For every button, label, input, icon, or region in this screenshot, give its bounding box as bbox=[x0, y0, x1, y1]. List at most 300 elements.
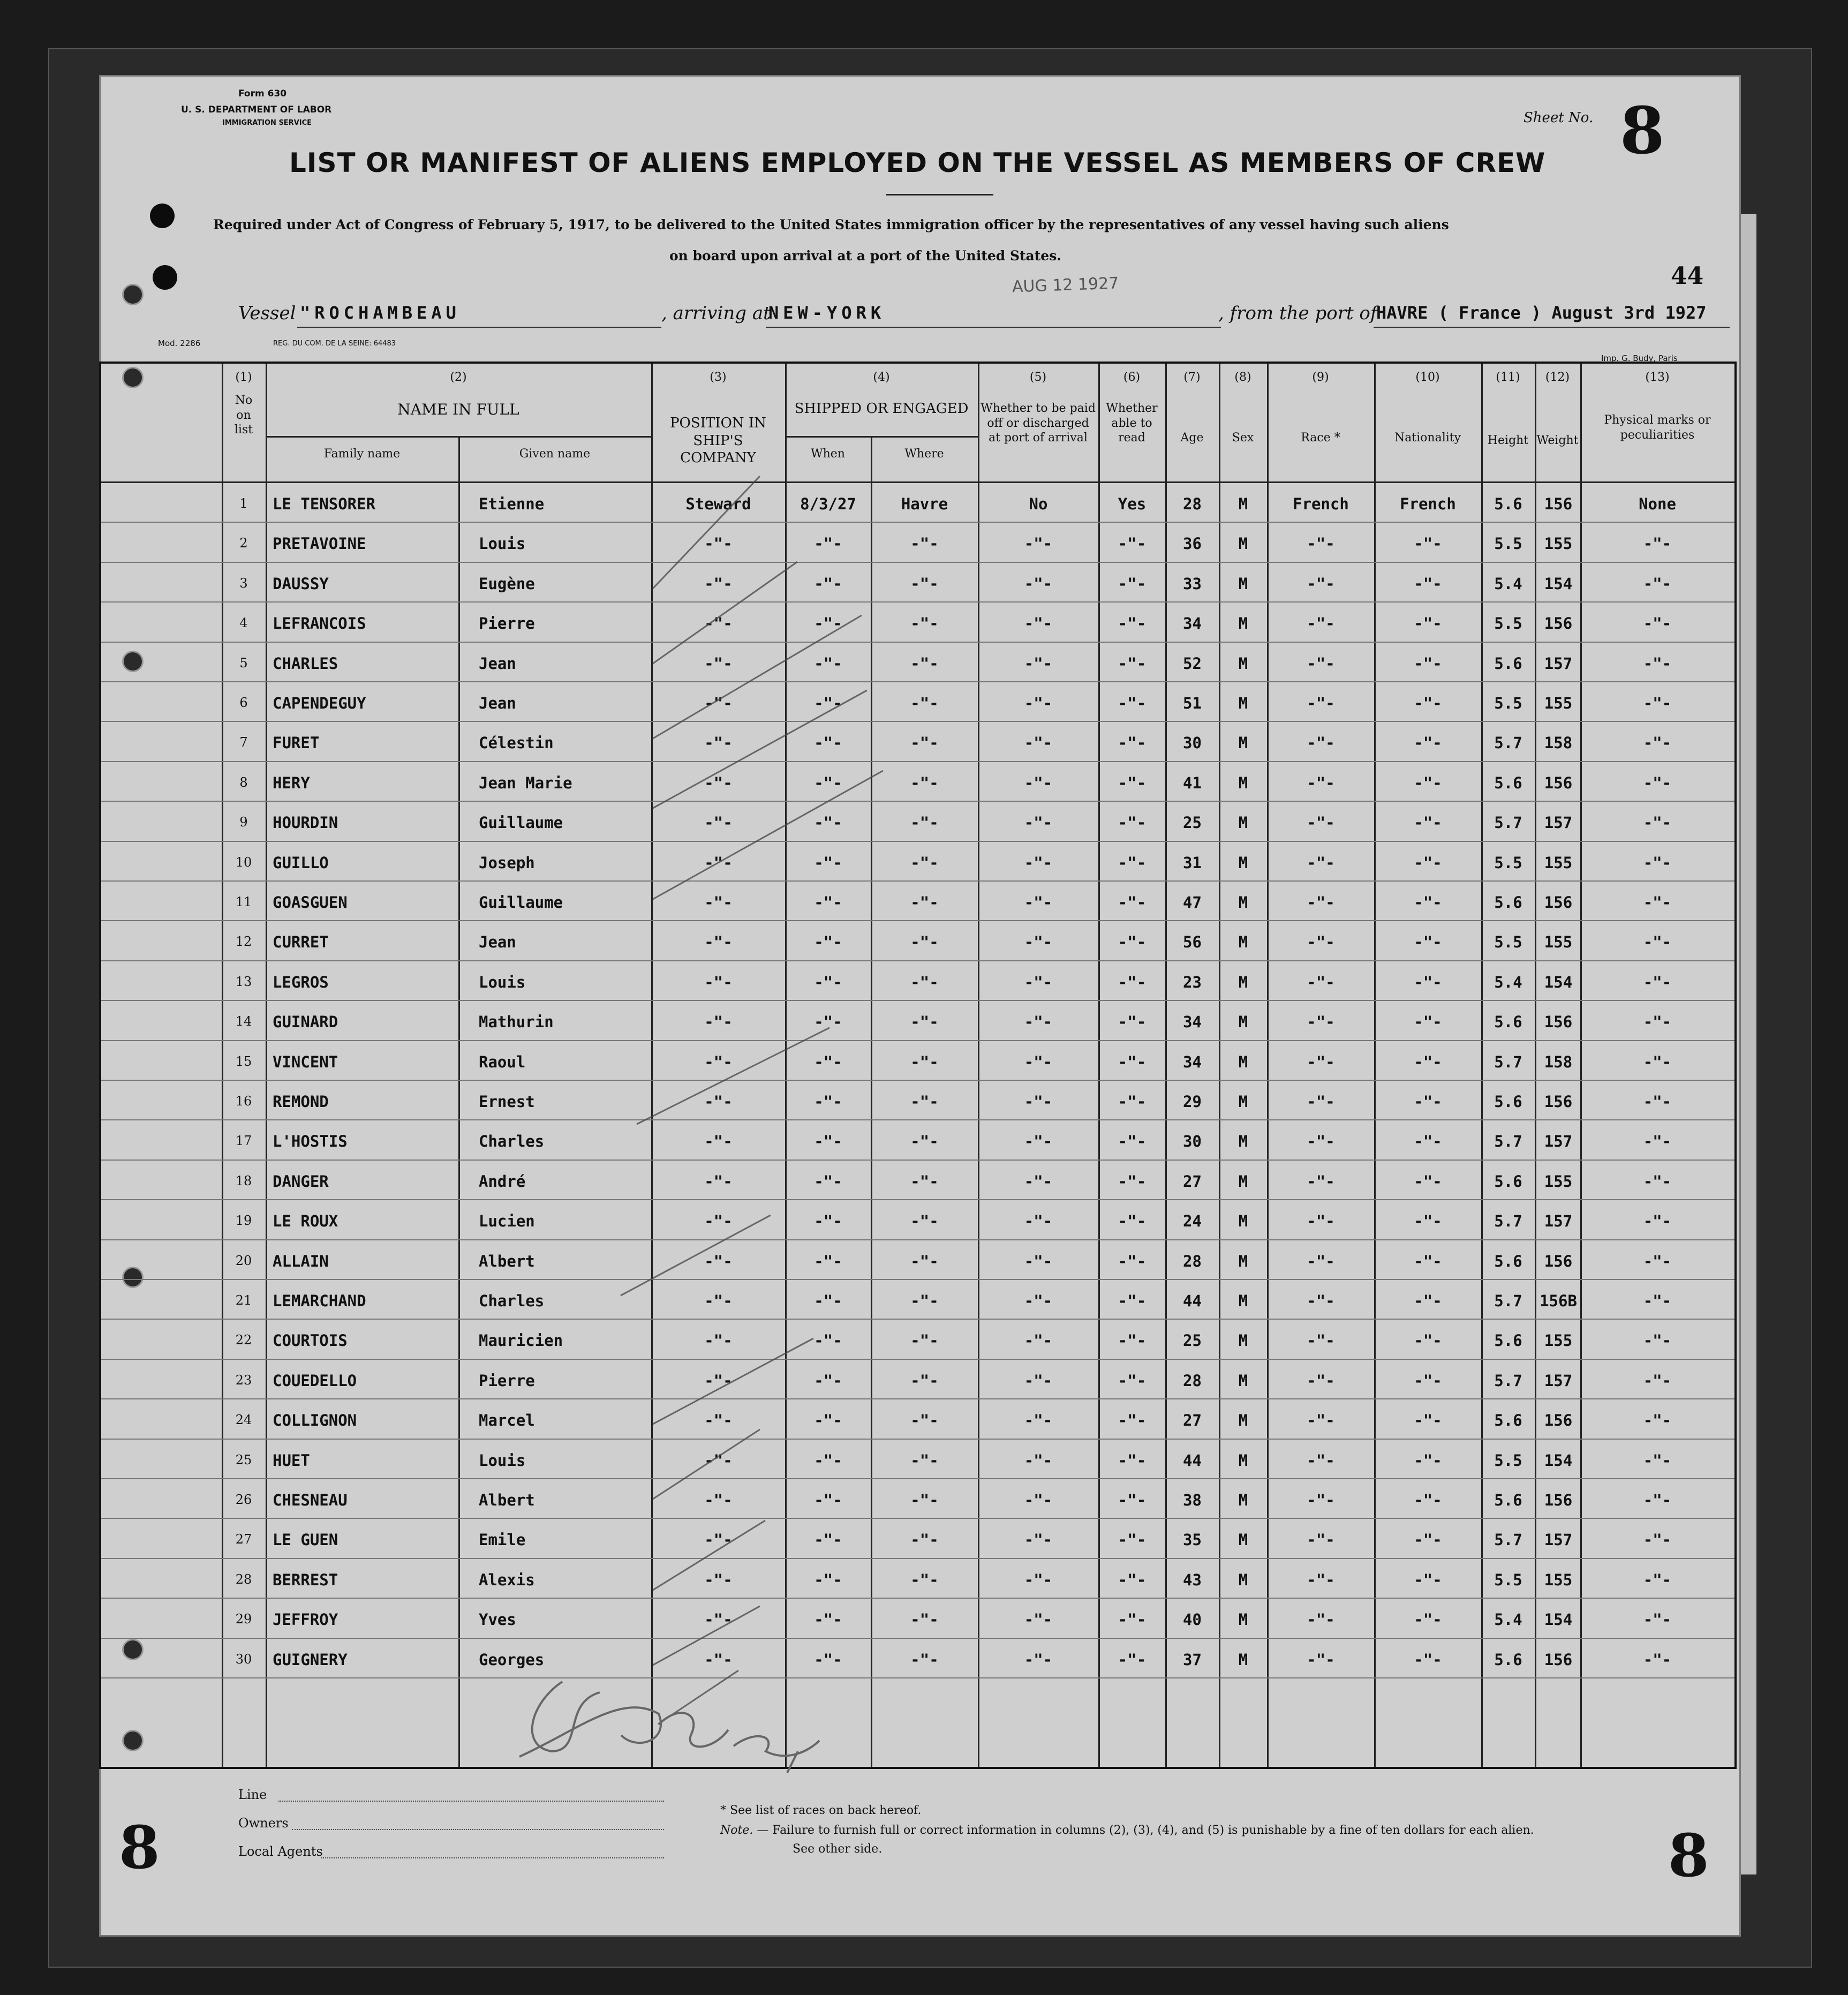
col-rule bbox=[266, 364, 267, 1767]
cell-height: 5.7 bbox=[1494, 734, 1522, 752]
col11-header: Height bbox=[1487, 434, 1529, 447]
cell-given: Eugène bbox=[479, 574, 535, 593]
cell-given: Pierre bbox=[479, 614, 535, 633]
cell-position: -"- bbox=[704, 973, 733, 991]
col13-number: (13) bbox=[1645, 371, 1670, 384]
cell-marks: -"- bbox=[1643, 973, 1672, 991]
cell-nationality: -"- bbox=[1414, 694, 1442, 712]
cell-given: Albert bbox=[479, 1491, 535, 1509]
cell-nationality: -"- bbox=[1414, 1531, 1442, 1549]
punch-hole bbox=[122, 284, 144, 305]
cell-where: -"- bbox=[910, 534, 939, 553]
cell-paid-off: -"- bbox=[1024, 973, 1053, 991]
col10-header: Nationality bbox=[1394, 431, 1461, 445]
vessel-underline bbox=[297, 327, 661, 328]
cell-sex: M bbox=[1238, 1093, 1248, 1111]
cell-given: Louis bbox=[479, 973, 526, 991]
cell-race: -"- bbox=[1307, 1052, 1335, 1071]
row-number: 23 bbox=[235, 1372, 252, 1388]
row-number: 24 bbox=[235, 1412, 252, 1428]
row-number: 25 bbox=[235, 1452, 252, 1467]
cell-given: Guillaume bbox=[479, 814, 563, 832]
cell-family: COLLIGNON bbox=[273, 1411, 357, 1430]
sheet-number-left: 8 bbox=[119, 1813, 160, 1882]
cell-read: -"- bbox=[1118, 1252, 1146, 1270]
cell-race: -"- bbox=[1307, 614, 1335, 633]
cell-weight: 156 bbox=[1544, 1491, 1573, 1509]
row-number: 4 bbox=[239, 615, 248, 631]
cell-nationality: -"- bbox=[1414, 1570, 1442, 1589]
cell-when: -"- bbox=[814, 1292, 842, 1310]
cell-age: 25 bbox=[1183, 1331, 1202, 1350]
cell-weight: 155 bbox=[1544, 694, 1573, 712]
cell-nationality: -"- bbox=[1414, 893, 1442, 912]
cell-where: -"- bbox=[910, 1371, 939, 1390]
cell-family: LE ROUX bbox=[273, 1212, 338, 1231]
cell-given: Alexis bbox=[479, 1570, 535, 1589]
cell-race: -"- bbox=[1307, 734, 1335, 752]
cell-age: 34 bbox=[1183, 1052, 1202, 1071]
col3-header: POSITION IN SHIP'S COMPANY bbox=[670, 415, 766, 466]
row-number: 28 bbox=[235, 1571, 252, 1587]
cell-nationality: -"- bbox=[1414, 933, 1442, 952]
row-rule bbox=[101, 1040, 1734, 1041]
cell-family: HOURDIN bbox=[273, 814, 338, 832]
col10-number: (10) bbox=[1415, 371, 1440, 384]
cell-when: -"- bbox=[814, 1411, 842, 1430]
cell-where: -"- bbox=[910, 694, 939, 712]
cell-height: 5.5 bbox=[1494, 534, 1522, 553]
cell-family: LEFRANCOIS bbox=[273, 614, 366, 633]
cell-sex: M bbox=[1238, 1570, 1248, 1589]
cell-given: Charles bbox=[479, 1292, 545, 1310]
cell-family: LE TENSORER bbox=[273, 495, 376, 513]
cell-read: -"- bbox=[1118, 1371, 1146, 1390]
cell-marks: -"- bbox=[1643, 1451, 1672, 1470]
row-rule bbox=[101, 1359, 1734, 1360]
cell-paid-off: -"- bbox=[1024, 1371, 1053, 1390]
cell-race: -"- bbox=[1307, 694, 1335, 712]
cell-marks: -"- bbox=[1643, 1331, 1672, 1350]
cell-height: 5.4 bbox=[1494, 1610, 1522, 1629]
cell-nationality: -"- bbox=[1414, 1331, 1442, 1350]
col-rule bbox=[458, 436, 460, 1767]
form-number: Form 630 bbox=[238, 88, 287, 99]
sheet-number: 8 bbox=[1620, 93, 1665, 169]
cell-paid-off: -"- bbox=[1024, 574, 1053, 593]
cell-when: -"- bbox=[814, 814, 842, 832]
col3-number: (3) bbox=[710, 371, 727, 384]
cell-read: -"- bbox=[1118, 1093, 1146, 1111]
cell-when: -"- bbox=[814, 933, 842, 952]
cell-nationality: -"- bbox=[1414, 574, 1442, 593]
row-number: 9 bbox=[239, 815, 248, 830]
local-agents-label: Local Agents bbox=[238, 1844, 323, 1859]
cell-given: Jean bbox=[479, 654, 516, 673]
cell-position: -"- bbox=[704, 534, 733, 553]
col5-number: (5) bbox=[1029, 371, 1047, 384]
cell-weight: 156 bbox=[1544, 1013, 1573, 1032]
cell-height: 5.6 bbox=[1494, 1411, 1522, 1430]
cell-height: 5.4 bbox=[1494, 973, 1522, 991]
cell-read: -"- bbox=[1118, 694, 1146, 712]
cell-height: 5.4 bbox=[1494, 574, 1522, 593]
row-number: 11 bbox=[235, 894, 252, 909]
cell-where: -"- bbox=[910, 1650, 939, 1669]
cell-marks: -"- bbox=[1643, 1132, 1672, 1151]
cell-paid-off: -"- bbox=[1024, 1411, 1053, 1430]
row-rule bbox=[101, 920, 1734, 921]
cell-age: 56 bbox=[1183, 933, 1202, 952]
cell-when: -"- bbox=[814, 1451, 842, 1470]
row-number: 17 bbox=[235, 1133, 252, 1149]
cell-position: -"- bbox=[704, 1371, 733, 1390]
cell-read: -"- bbox=[1118, 773, 1146, 792]
cell-when: -"- bbox=[814, 893, 842, 912]
cell-position: -"- bbox=[704, 773, 733, 792]
cell-sex: M bbox=[1238, 1212, 1248, 1231]
local-agents-field bbox=[321, 1857, 664, 1859]
row-number: 22 bbox=[235, 1332, 252, 1348]
cell-marks: -"- bbox=[1643, 534, 1672, 553]
line-field bbox=[278, 1801, 664, 1802]
cell-race: -"- bbox=[1307, 1252, 1335, 1270]
cell-where: Havre bbox=[901, 495, 948, 513]
cell-marks: -"- bbox=[1643, 1491, 1672, 1509]
row-number: 19 bbox=[235, 1213, 252, 1229]
col8-number: (8) bbox=[1234, 371, 1251, 384]
row-rule bbox=[101, 1439, 1734, 1440]
cell-height: 5.6 bbox=[1494, 495, 1522, 513]
row-rule bbox=[101, 960, 1734, 961]
sheet-number-right: 8 bbox=[1668, 1821, 1709, 1890]
cell-age: 47 bbox=[1183, 893, 1202, 912]
cell-marks: -"- bbox=[1643, 1093, 1672, 1111]
cell-given: Jean bbox=[479, 933, 516, 952]
col2-given-header: Given name bbox=[519, 447, 591, 461]
ink-blot bbox=[153, 265, 177, 290]
row-number: 13 bbox=[235, 974, 252, 989]
cell-nationality: -"- bbox=[1414, 814, 1442, 832]
cell-race: -"- bbox=[1307, 1013, 1335, 1032]
cell-weight: 154 bbox=[1544, 1610, 1573, 1629]
cell-sex: M bbox=[1238, 814, 1248, 832]
cell-read: -"- bbox=[1118, 734, 1146, 752]
cell-position: -"- bbox=[704, 1172, 733, 1191]
cell-read: -"- bbox=[1118, 1292, 1146, 1310]
cell-paid-off: -"- bbox=[1024, 1451, 1053, 1470]
cell-sex: M bbox=[1238, 654, 1248, 673]
cell-race: -"- bbox=[1307, 534, 1335, 553]
row-number: 12 bbox=[235, 934, 252, 950]
row-number: 8 bbox=[239, 774, 248, 790]
cell-read: -"- bbox=[1118, 1451, 1146, 1470]
cell-age: 25 bbox=[1183, 814, 1202, 832]
cell-where: -"- bbox=[910, 853, 939, 872]
row-rule bbox=[101, 801, 1734, 802]
cell-weight: 154 bbox=[1544, 574, 1573, 593]
cell-sex: M bbox=[1238, 614, 1248, 633]
cell-read: -"- bbox=[1118, 853, 1146, 872]
cell-position: -"- bbox=[704, 853, 733, 872]
cell-sex: M bbox=[1238, 1132, 1248, 1151]
cell-when: -"- bbox=[814, 1610, 842, 1629]
cell-when: -"- bbox=[814, 1052, 842, 1071]
cell-nationality: -"- bbox=[1414, 1292, 1442, 1310]
cell-marks: None bbox=[1639, 495, 1676, 513]
cell-height: 5.6 bbox=[1494, 1172, 1522, 1191]
cell-race: -"- bbox=[1307, 574, 1335, 593]
cell-weight: 156 bbox=[1544, 1093, 1573, 1111]
row-rule bbox=[101, 642, 1734, 643]
cell-weight: 156 bbox=[1544, 1252, 1573, 1270]
col9-header: Race * bbox=[1301, 431, 1340, 445]
cell-age: 52 bbox=[1183, 654, 1202, 673]
cell-weight: 155 bbox=[1544, 933, 1573, 952]
cell-paid-off: -"- bbox=[1024, 1650, 1053, 1669]
cell-height: 5.7 bbox=[1494, 1292, 1522, 1310]
arriving-label: , arriving at bbox=[661, 303, 771, 324]
cell-race: -"- bbox=[1307, 1570, 1335, 1589]
cell-sex: M bbox=[1238, 1451, 1248, 1470]
cell-age: 27 bbox=[1183, 1411, 1202, 1430]
department: U. S. DEPARTMENT OF LABOR bbox=[181, 104, 332, 115]
cell-sex: M bbox=[1238, 1650, 1248, 1669]
cell-read: -"- bbox=[1118, 1491, 1146, 1509]
subtitle-line-2: on board upon arrival at a port of the United States. bbox=[669, 248, 1061, 264]
cell-nationality: -"- bbox=[1414, 1052, 1442, 1071]
cell-height: 5.5 bbox=[1494, 1570, 1522, 1589]
cell-marks: -"- bbox=[1643, 654, 1672, 673]
cell-family: DANGER bbox=[273, 1172, 329, 1191]
cell-height: 5.7 bbox=[1494, 1371, 1522, 1390]
row-number: 21 bbox=[235, 1293, 252, 1308]
cell-nationality: -"- bbox=[1414, 1610, 1442, 1629]
cell-position: -"- bbox=[704, 1132, 733, 1151]
cell-family: GOASGUEN bbox=[273, 893, 348, 912]
cell-position: Steward bbox=[685, 495, 751, 513]
cell-position: -"- bbox=[704, 1491, 733, 1509]
cell-marks: -"- bbox=[1643, 1252, 1672, 1270]
cell-when: -"- bbox=[814, 1371, 842, 1390]
cell-age: 28 bbox=[1183, 1252, 1202, 1270]
cell-marks: -"- bbox=[1643, 1371, 1672, 1390]
cell-sex: M bbox=[1238, 1371, 1248, 1390]
vessel-label: Vessel bbox=[238, 303, 296, 324]
races-note: * See list of races on back hereof. bbox=[720, 1804, 922, 1817]
cell-position: -"- bbox=[704, 1212, 733, 1231]
cell-given: Célestin bbox=[479, 734, 554, 752]
cell-marks: -"- bbox=[1643, 1292, 1672, 1310]
cell-read: -"- bbox=[1118, 534, 1146, 553]
cell-family: DAUSSY bbox=[273, 574, 329, 593]
cell-given: Mauricien bbox=[479, 1331, 563, 1350]
cell-sex: M bbox=[1238, 893, 1248, 912]
cell-weight: 156 bbox=[1544, 1650, 1573, 1669]
page-stamp-number: 44 bbox=[1671, 262, 1704, 290]
cell-age: 44 bbox=[1183, 1451, 1202, 1470]
cell-age: 34 bbox=[1183, 1013, 1202, 1032]
cell-race: -"- bbox=[1307, 1451, 1335, 1470]
cell-marks: -"- bbox=[1643, 1013, 1672, 1032]
cell-family: JEFFROY bbox=[273, 1610, 338, 1629]
cell-read: -"- bbox=[1118, 1650, 1146, 1669]
cell-marks: -"- bbox=[1643, 1052, 1672, 1071]
cell-read: -"- bbox=[1118, 893, 1146, 912]
cell-nationality: -"- bbox=[1414, 654, 1442, 673]
cell-race: -"- bbox=[1307, 1212, 1335, 1231]
cell-where: -"- bbox=[910, 1531, 939, 1549]
cell-sex: M bbox=[1238, 853, 1248, 872]
row-number: 20 bbox=[235, 1253, 252, 1268]
cell-age: 40 bbox=[1183, 1610, 1202, 1629]
cell-marks: -"- bbox=[1643, 574, 1672, 593]
cell-when: -"- bbox=[814, 1172, 842, 1191]
arriving-underline bbox=[766, 327, 1221, 328]
cell-family: CURRET bbox=[273, 933, 329, 952]
col12-header: Weight bbox=[1536, 434, 1579, 447]
col5-header: Whether to be paid off or discharged at port of arrival bbox=[980, 402, 1096, 445]
cell-family: BERREST bbox=[273, 1570, 338, 1589]
row-rule bbox=[101, 1239, 1734, 1240]
note-label: Note. bbox=[720, 1824, 753, 1837]
cell-where: -"- bbox=[910, 973, 939, 991]
row-rule bbox=[101, 1279, 1734, 1280]
cell-height: 5.6 bbox=[1494, 1013, 1522, 1032]
cell-nationality: -"- bbox=[1414, 1491, 1442, 1509]
cell-when: -"- bbox=[814, 734, 842, 752]
owners-label: Owners bbox=[238, 1816, 289, 1831]
cell-when: -"- bbox=[814, 1531, 842, 1549]
cell-when: -"- bbox=[814, 534, 842, 553]
cell-paid-off: -"- bbox=[1024, 814, 1053, 832]
cell-when: -"- bbox=[814, 694, 842, 712]
cell-age: 31 bbox=[1183, 853, 1202, 872]
cell-weight: 157 bbox=[1544, 1132, 1573, 1151]
cell-sex: M bbox=[1238, 1292, 1248, 1310]
cell-where: -"- bbox=[910, 1292, 939, 1310]
cell-where: -"- bbox=[910, 1491, 939, 1509]
cell-family: FURET bbox=[273, 734, 320, 752]
cell-age: 35 bbox=[1183, 1531, 1202, 1549]
cell-height: 5.5 bbox=[1494, 614, 1522, 633]
cell-where: -"- bbox=[910, 1052, 939, 1071]
cell-paid-off: -"- bbox=[1024, 614, 1053, 633]
cell-paid-off: -"- bbox=[1024, 734, 1053, 752]
row-rule bbox=[101, 601, 1734, 603]
row-number: 29 bbox=[235, 1612, 252, 1627]
cell-where: -"- bbox=[910, 1252, 939, 1270]
cell-weight: 157 bbox=[1544, 814, 1573, 832]
cell-nationality: -"- bbox=[1414, 1252, 1442, 1270]
cell-paid-off: -"- bbox=[1024, 534, 1053, 553]
cell-race: -"- bbox=[1307, 1650, 1335, 1669]
cell-weight: 157 bbox=[1544, 1212, 1573, 1231]
cell-weight: 156 bbox=[1544, 495, 1573, 513]
cell-race: -"- bbox=[1307, 1331, 1335, 1350]
cell-nationality: -"- bbox=[1414, 1093, 1442, 1111]
cell-where: -"- bbox=[910, 1093, 939, 1111]
vessel-name: "ROCHAMBEAU bbox=[300, 303, 461, 323]
cell-given: Etienne bbox=[479, 495, 545, 513]
cell-paid-off: -"- bbox=[1024, 1292, 1053, 1310]
cell-height: 5.6 bbox=[1494, 773, 1522, 792]
cell-read: -"- bbox=[1118, 1212, 1146, 1231]
cell-race: -"- bbox=[1307, 1292, 1335, 1310]
cell-given: Jean Marie bbox=[479, 773, 572, 792]
cell-when: -"- bbox=[814, 1013, 842, 1032]
cell-nationality: -"- bbox=[1414, 1650, 1442, 1669]
cell-age: 27 bbox=[1183, 1172, 1202, 1191]
cell-nationality: -"- bbox=[1414, 1132, 1442, 1151]
cell-paid-off: -"- bbox=[1024, 1252, 1053, 1270]
cell-position: -"- bbox=[704, 814, 733, 832]
cell-where: -"- bbox=[910, 1132, 939, 1151]
cell-position: -"- bbox=[704, 1411, 733, 1430]
cell-paid-off: -"- bbox=[1024, 654, 1053, 673]
cell-position: -"- bbox=[704, 1252, 733, 1270]
row-rule bbox=[101, 1000, 1734, 1001]
cell-paid-off: No bbox=[1029, 495, 1048, 513]
cell-marks: -"- bbox=[1643, 1212, 1672, 1231]
cell-family: HUET bbox=[273, 1451, 310, 1470]
cell-paid-off: -"- bbox=[1024, 1013, 1053, 1032]
cell-where: -"- bbox=[910, 1411, 939, 1430]
from-port: HAVRE ( France ) August 3rd 1927 bbox=[1376, 303, 1707, 323]
row-number: 18 bbox=[235, 1173, 252, 1188]
cell-read: -"- bbox=[1118, 814, 1146, 832]
cell-marks: -"- bbox=[1643, 1570, 1672, 1589]
cell-marks: -"- bbox=[1643, 734, 1672, 752]
row-rule bbox=[101, 1638, 1734, 1639]
cell-age: 43 bbox=[1183, 1570, 1202, 1589]
col13-header: Physical marks or peculiarities bbox=[1604, 413, 1711, 442]
cell-height: 5.7 bbox=[1494, 1132, 1522, 1151]
cell-height: 5.5 bbox=[1494, 853, 1522, 872]
cell-marks: -"- bbox=[1643, 1650, 1672, 1669]
date-stamp: AUG 12 1927 bbox=[1012, 274, 1119, 297]
row-number: 16 bbox=[235, 1094, 252, 1109]
cell-age: 38 bbox=[1183, 1491, 1202, 1509]
cell-marks: -"- bbox=[1643, 893, 1672, 912]
cell-when: -"- bbox=[814, 654, 842, 673]
cell-age: 23 bbox=[1183, 973, 1202, 991]
cell-weight: 155 bbox=[1544, 534, 1573, 553]
cell-race: -"- bbox=[1307, 1491, 1335, 1509]
cell-read: -"- bbox=[1118, 973, 1146, 991]
row-number: 30 bbox=[235, 1651, 252, 1667]
cell-sex: M bbox=[1238, 734, 1248, 752]
row-rule bbox=[101, 1478, 1734, 1479]
cell-given: Yves bbox=[479, 1610, 516, 1629]
cell-read: -"- bbox=[1118, 1132, 1146, 1151]
subtitle-line-1: Required under Act of Congress of February 5, 1917, to be delivered to the United States immigration officer by the representatives of any vessel having such aliens bbox=[213, 217, 1449, 232]
cell-nationality: -"- bbox=[1414, 1451, 1442, 1470]
cell-family: COURTOIS bbox=[273, 1331, 348, 1350]
cell-where: -"- bbox=[910, 734, 939, 752]
row-rule bbox=[101, 562, 1734, 563]
col6-number: (6) bbox=[1123, 371, 1141, 384]
col8-header: Sex bbox=[1232, 431, 1254, 445]
cell-where: -"- bbox=[910, 614, 939, 633]
cell-race: -"- bbox=[1307, 1411, 1335, 1430]
cell-sex: M bbox=[1238, 495, 1248, 513]
row-rule bbox=[101, 721, 1734, 722]
cell-where: -"- bbox=[910, 1610, 939, 1629]
col9-number: (9) bbox=[1312, 371, 1329, 384]
cell-read: -"- bbox=[1118, 1531, 1146, 1549]
cell-given: André bbox=[479, 1172, 526, 1191]
